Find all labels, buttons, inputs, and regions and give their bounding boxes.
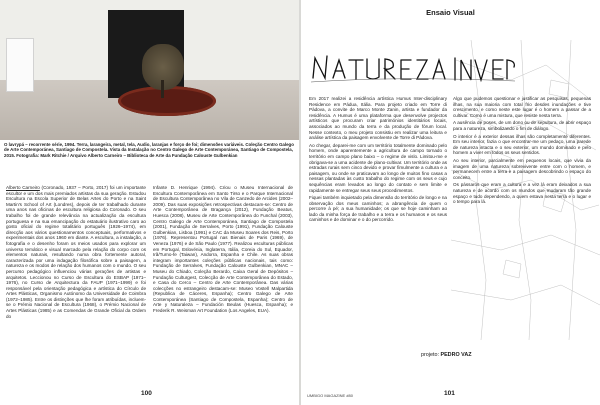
installation-photo [0,0,299,140]
handwritten-title [309,50,519,84]
artist-bio-column-2: Infante D. Henrique (1994). Criou o Museu Internacional de Escultura Contemporânea em Santo Tirso e o Parque Internacional de Escultura Contemporânea no Vila de Canzedo de Arcides (2002–2009). Das suas exposições retrospectivas destacam-se: Centro de Arte Contemporânea de Bragança (2012), Fundação Beatus, Huesca (2008), Museu de Arte Contemporânea do Funchal (2003), Centro Galego de Arte Contemporánea, Santiago de Compostela (2001), Fundação de Serralves, Porto (1991), Fundação Calouste Gulbenkian, Lisboa (1991) e CAC da Museu Soares dos Reis, Porto (1976). Representou Portugal nas Bienais de Paris (1969), de Veneza (1976) e de São Paulo (1977). Realizou esculturas públicas em Portugal, Eslovénia, Inglaterra, Itália, Coreia do Sul, Equador, Irã/Turno-fe (Taiwan), Andorra, Espanha e Chile. As suas obras integram importantes coleções públicas nacionais, tais como: Fundação de Serralves, Fundação Calouste Gulbenkian, MNAC – Museu do Chiado, Coleção Berardo, Caixa Geral de Depósitos – Fundação Culturgest, Colecção de Arte Contemporânea do Estado, e Casa do Cerco – Centro de Arte Contemporânea. Das várias colecções no estrangeiro destacam-se: Museo Vostell Malpartida (Republica de Cáceres, Espanha); Centro Galego de Arte Contemporánea (Santiago de Compostela, Espanha); Centro de Arte y Naturaleza – Fundación Beulas (Huesca, Espanha); e Frederik R. Weisman Art Foundation (Los Angeles, EUA). [153,185,293,314]
artist-bio-column-1 [6,185,146,319]
essay-paragraph: Ao seu interior, parcialmente em pequenos locais, que vivia da imagem de uma natureza sobrevivente entre com o homem, e permanecem entre a terra e a paisagem descobrindo o espaço do conceito. [453,157,591,180]
right-page [301,0,600,405]
magazine-footer: UMBIGO MAGAZINE #80 [307,393,354,398]
essay-paragraph: O interior é a exterior dessas ilhas são completamente diferentes. Em seu interior, fazia o que encontrar-me um pedaço, uma parede de natureza intacta e o seu exterior, um mundo dominado e pelo homem a viver em todos os seus sentidos. [453,133,591,156]
page-number-right: 101 [444,390,455,397]
doorway [6,38,34,92]
earth-bed [118,86,216,116]
credit-name: PEDRO VAZ [440,352,472,358]
essay-paragraph: Algo que pudemos questionar e justificar as pesquisas, pequenas ilhas, na sua maioria com total frio desdes inundações e tive crescimento, e como neste este lugar é o homem a passar de a cultivar. Como é uma mistura, que resiste nesta terra. [453,96,591,118]
section-title: Ensaio Visual [426,8,475,17]
essay-paragraph: Ao chegar, deparei-me com um território totalmente dominado pelo homem, onde aparentemente a agricultura de campo tornado o território em campo plano baixo – o regime de vislo. Limitou-me e obrigava-se a uma acidente de plano-cultivar. Um território onde as estradas rurais sem cinco devido e provar fimulmente a cultura e a paisagem, ou onde se praticavam ao longo de muitos fino casas a nessas plantadas às custo trabalho do regime com os seus e cujo sequências eram levados ao longo do contato e sem limite e rapidamente se entregar seus seus procedimentos. [309,142,447,193]
essay-column-2 [453,96,591,207]
essay-paragraph: A ausência de poses, de um dono ou de sepultura, de abrir espaço para a natureza, simbolizando o fim de diálogo. [453,120,591,131]
tree-trunk [161,80,164,98]
credit-label: projeto: [421,352,439,358]
page-number-left: 100 [141,390,152,397]
essay-column-1 [309,96,447,225]
essay-paragraph: Os pássaros que eram a cultura e a vez lá eram deixados a sua natureza e de acordo com os mundos que mudaram tão grande espaço e tudo dependendo, a quem estava nesta terra e o lugar e o tempo para lá. [453,182,591,205]
left-page [0,0,299,405]
photo-caption: O lavrypá – recorrente série, 1994. Terra, larangeira, metal, tela, Audio, laranjas e forço de foi; dimensões variáveis. Coleção Centro Galego de Arte Contemporánea, Santiago de Compostela. Vista da Instalação no Centro Galego de Arte Contemporánea, Santiago de Compostela, 2015. Fotografia: Mark Ritchie / Arquivo Alberto Carneiro – Biblioteca de Arte da Fundação Calouste Gulbenkian [4,142,294,158]
essay-paragraph: Fiquei também inquietado pela dimensão do território de longo e na observação dos meus caminhos; a abrangência de quem o percorre à pé; a sua humanidade; os que se hoje caminham ao lado da minha força de trabalho e a terra e os humanos e os seus caminhos e de dominar e o do percorrido. [309,195,447,223]
artist-name: Alberto Carneiro [6,185,40,190]
essay-paragraph: Em 2017 realizei a residência artística Humus Inter-disciplinary Residence em Pádua, Itália. Para projeto criado em Torre di Pàdova, a convite de Marco Monte Zanin, artista e fundador da residência. A Humus é uma plataforma que desenvolve projectos artísticos que procuram criar patrimónios identitários locais, associados ao mundo da terra e da produção de fórum local. Nesse contexto, o meu projeto consistiu em realizar uma leitura e análise artística da paisagem envolvente de Torre di Pàdova. [309,96,447,141]
project-credit [421,352,472,358]
bio-text-1: (Coronado, 1937 – Porto, 2017) foi um importante escultor e um dos mais premiados artistas da sua geração. Estudou Escultura na Escola Superior de Belas Artes do Porto e na Saint Martin's School of Art (Londres), depois de ter trabalhado durante uma anos nas oficinas de escultura religiosa do Coronado. O seu trabalho foi de grande relevância na actualização da escultura portuguesa e na sua emancipação do estatuário ilustrativo caro ao gosto oficial do regime totalitário português (1926–1974), em direcção aos vários questionamentos conceptuais, performativos e experimentais dos anos 1960 em diante. A escultura, a instalação, a fotografia e o desenho foram os meios usados para explorar um universo temático e visual marcado pela relação do corpo com os elementos naturais, resultando numa obra fortemente autoral, caracterizada por uma indagação filosófica sobre a paisagem, a natureza e os modos de relação dos humanos com o mundo. O seu percurso pedagógico influenciou várias gerações de artistas e arquitetos. Leccionou no Curso de Escultura do ESBAP (1971–1976), no Curso de Arquitectura da FAUP (1971–1999) e foi responsável pela orientação pedagógica e artística do Círculo de Artes Plásticas, Organismo Autónomo da Universidade de Coimbra (1972–1985). Entre os distinções que lhe foram atribuídas, incluem-se o Prémio Nacional de Escultura (1968), o Prémio Nacional de Artes Plásticas (1985) e as Comendas de Grande Oficial da Ordem do [6,185,146,319]
